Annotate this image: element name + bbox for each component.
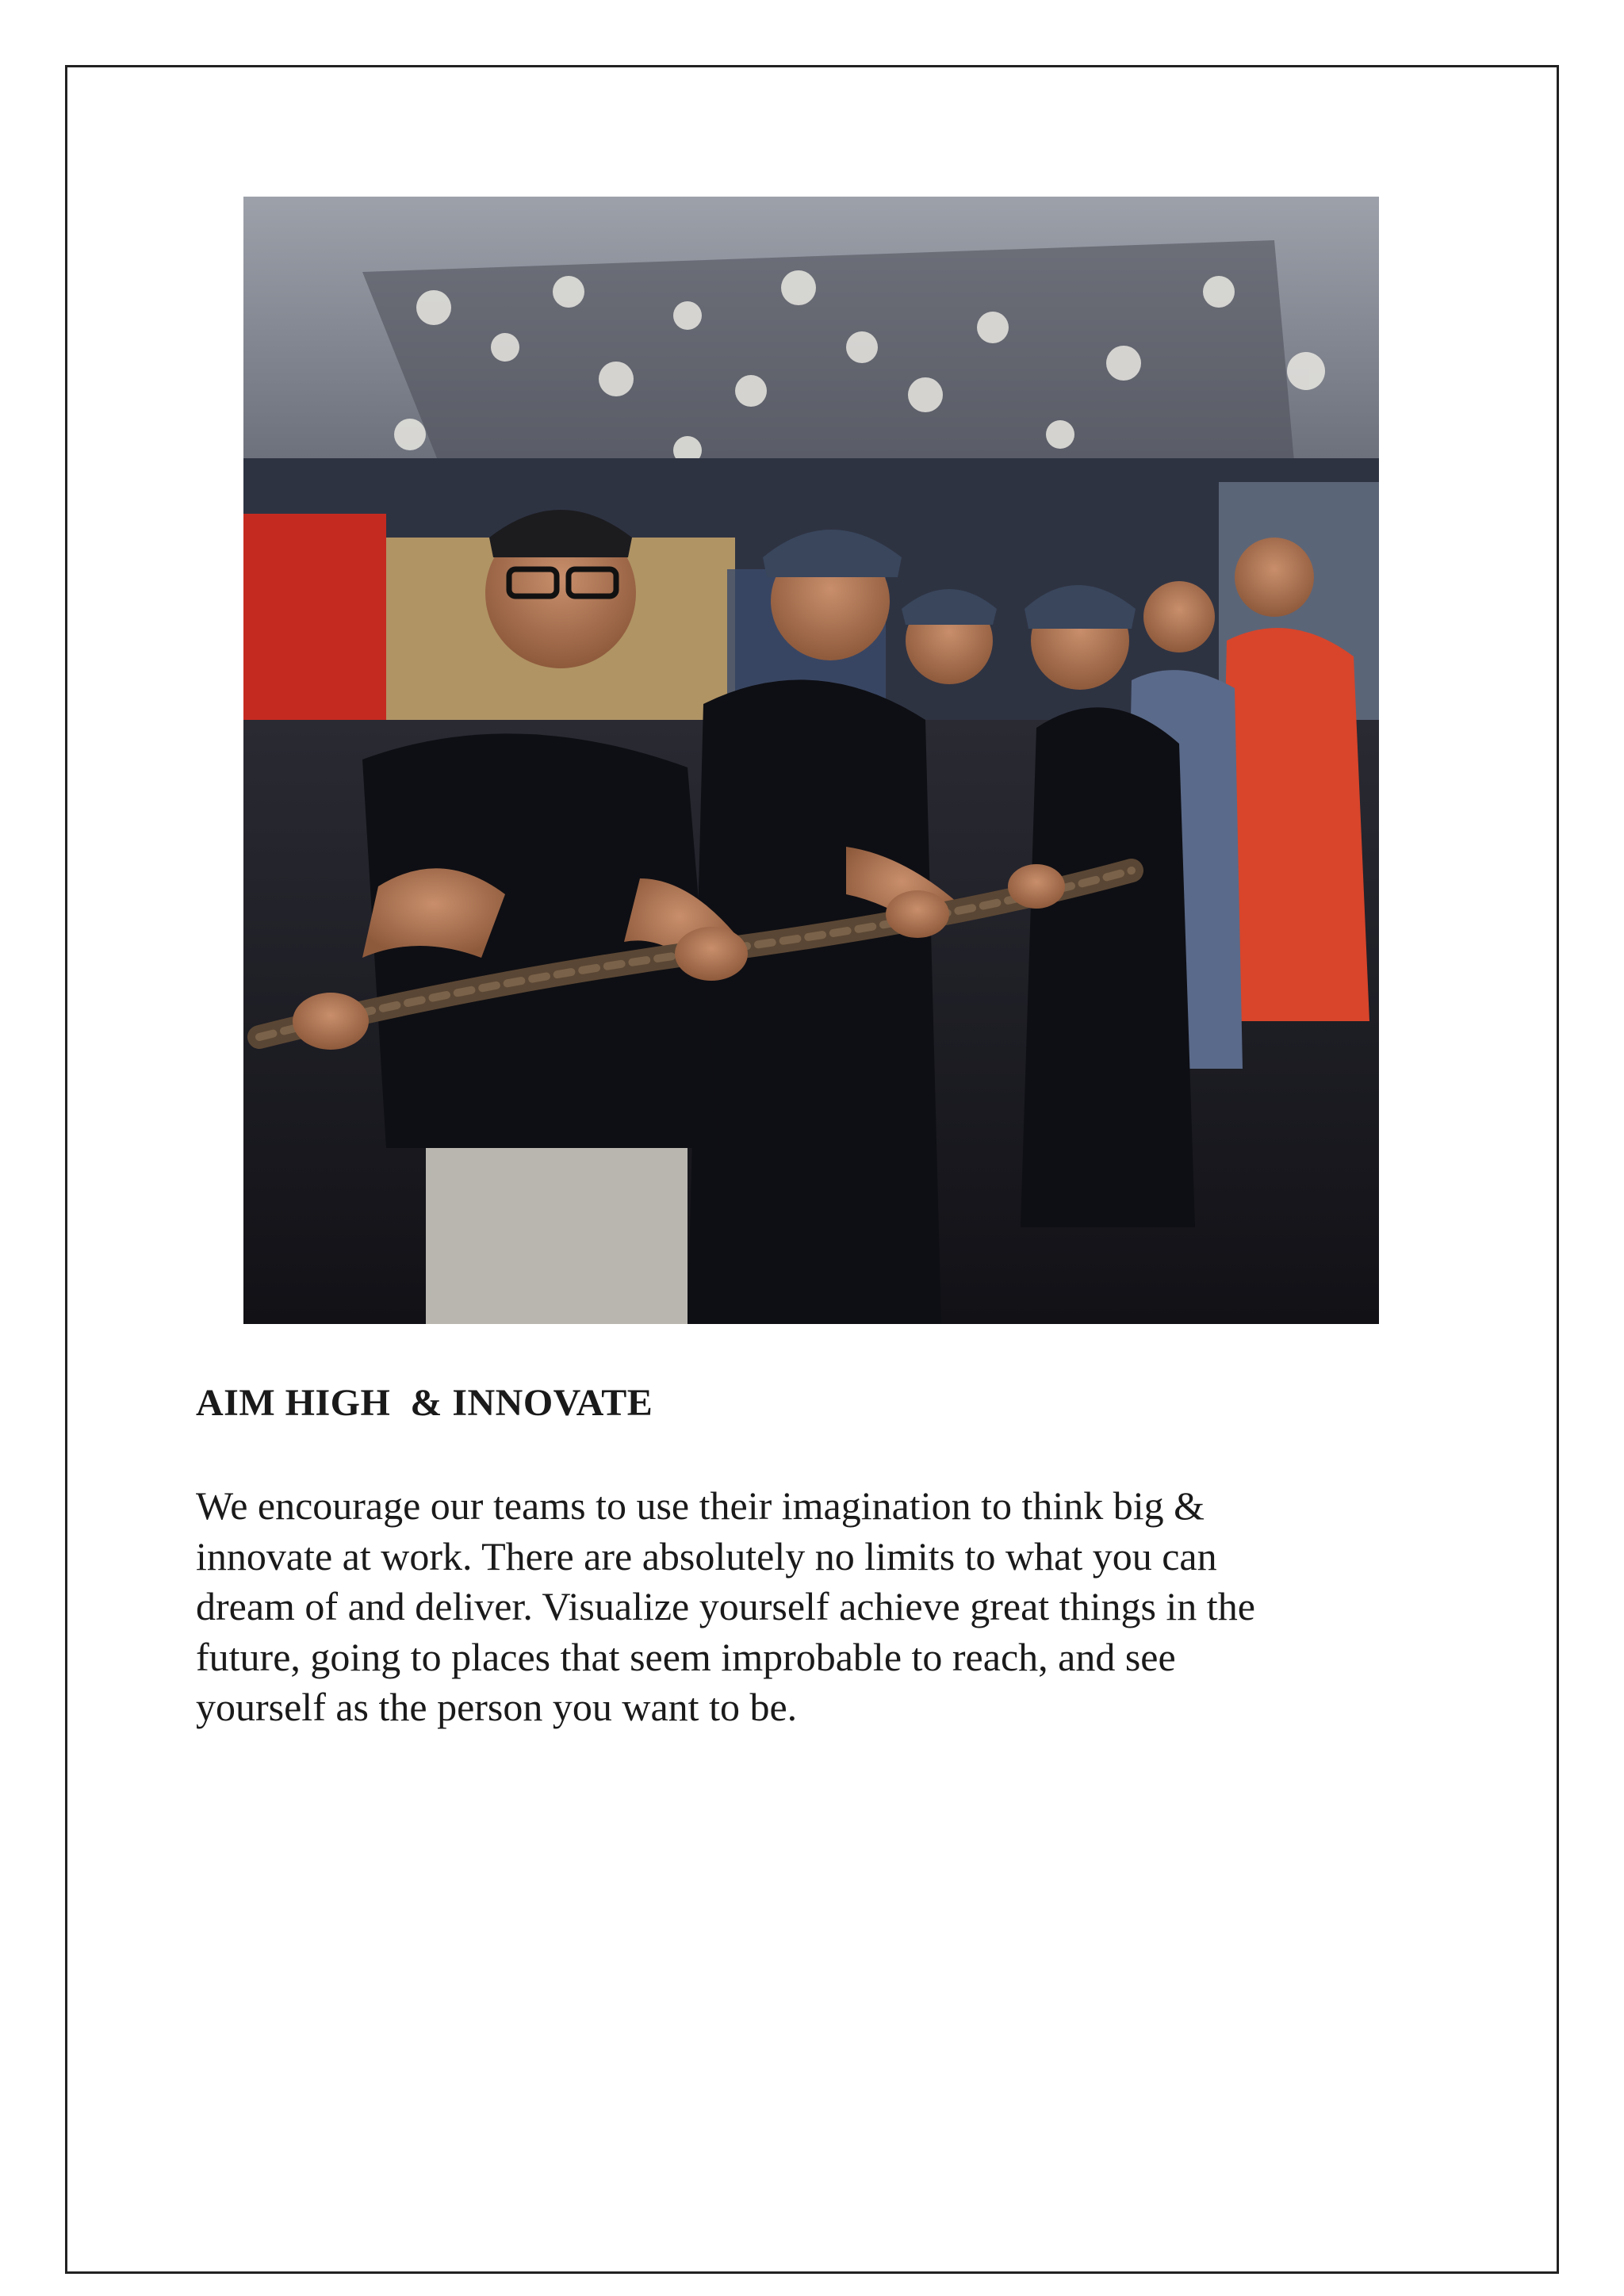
paragraph-line: innovate at work. There are absolutely no limits to what you can — [196, 1533, 1217, 1578]
paragraph-line: dream of and deliver. Visualize yourself achieve great things in the — [196, 1584, 1255, 1628]
paragraph-line: We encourage our teams to use their imagination to think big & — [196, 1483, 1205, 1528]
team-photo — [243, 197, 1379, 1324]
section-heading: AIM HIGH & INNOVATE — [196, 1382, 653, 1424]
body-paragraph — [196, 1481, 1417, 1733]
paragraph-line: future, going to places that seem improbable to reach, and see — [196, 1634, 1176, 1679]
paragraph-line: yourself as the person you want to be. — [196, 1685, 798, 1729]
